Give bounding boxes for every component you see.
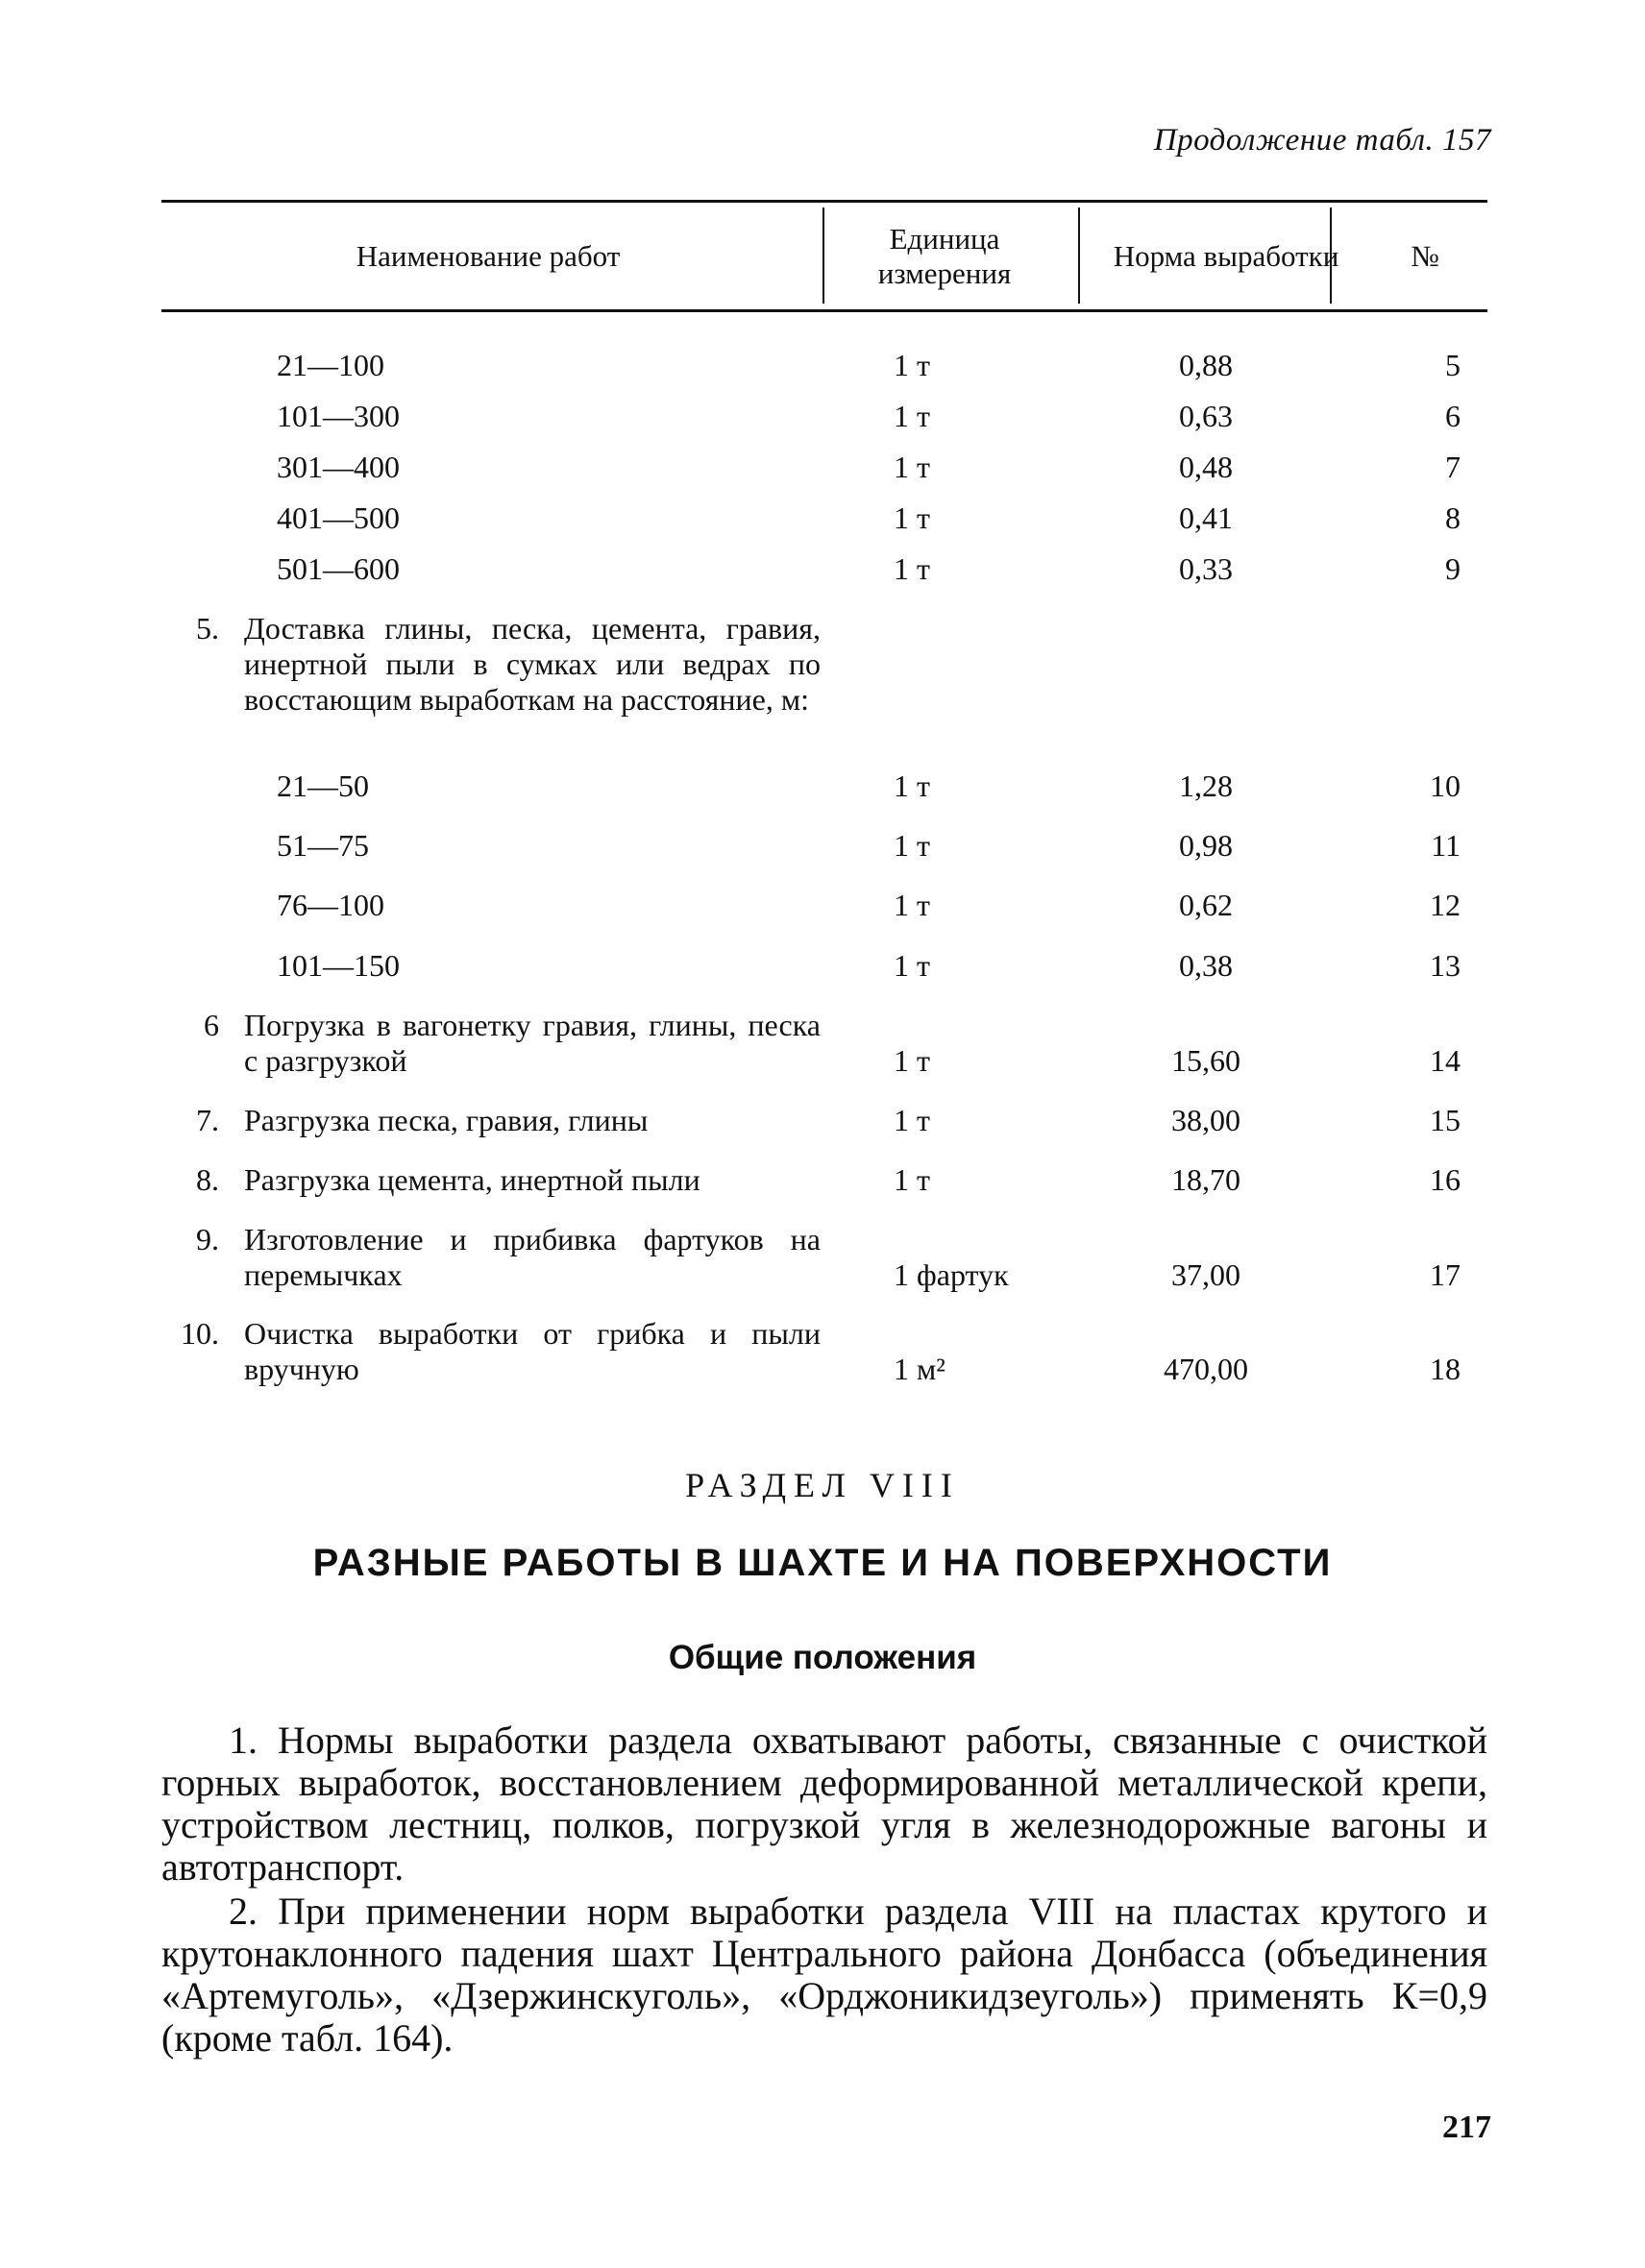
number-cell: 16 bbox=[1430, 1162, 1461, 1197]
number-cell: 11 bbox=[1431, 828, 1461, 863]
norm-cell: 0,48 bbox=[1179, 450, 1233, 484]
norm-cell: 38,00 bbox=[1171, 1103, 1240, 1137]
norm-cell: 470,00 bbox=[1164, 1352, 1248, 1386]
item-number: 7. bbox=[196, 1103, 219, 1137]
unit-cell: 1 т bbox=[894, 1103, 930, 1137]
number-cell: 5 bbox=[1445, 348, 1461, 382]
work-name: Изготовление и прибивка фартуков на перемычках bbox=[244, 1222, 821, 1292]
unit-cell: 1 т bbox=[894, 768, 930, 803]
table-top-rule bbox=[161, 200, 1487, 203]
header-name: Наименование работ bbox=[356, 239, 621, 273]
distance-range: 76—100 bbox=[277, 888, 384, 922]
distance-range: 101—300 bbox=[277, 399, 400, 433]
item-number: 8. bbox=[196, 1162, 219, 1197]
number-cell: 18 bbox=[1430, 1352, 1461, 1386]
unit-cell: 1 т bbox=[894, 1162, 930, 1197]
header-divider bbox=[1078, 207, 1080, 304]
paragraph: 2. При применении норм выработки раздела VIII на пластах крутого и крутонаклонного падения шахт Центрального района Донбасса (объединения «Артемуголь», «Дзержинскуголь», «Орджоникидзеуголь») применять К=0,9 (кроме табл. 164). bbox=[161, 1890, 1487, 2060]
work-name: Очистка выработки от грибка и пыли вручную bbox=[244, 1316, 821, 1386]
norm-cell: 0,33 bbox=[1179, 551, 1233, 586]
distance-range: 101—150 bbox=[277, 948, 400, 983]
section-label: РАЗДЕЛ VIII bbox=[685, 1466, 960, 1504]
distance-range: 401—500 bbox=[277, 500, 400, 535]
unit-cell: 1 т bbox=[894, 399, 930, 433]
distance-range: 21—50 bbox=[277, 768, 369, 803]
number-cell: 7 bbox=[1445, 450, 1461, 484]
distance-range: 51—75 bbox=[277, 828, 369, 863]
table-continuation-caption: Продолжение табл. 157 bbox=[1153, 123, 1491, 158]
norm-cell: 0,98 bbox=[1179, 828, 1233, 863]
unit-cell: 1 т bbox=[894, 888, 930, 922]
item-number: 9. bbox=[196, 1222, 219, 1256]
number-cell: 13 bbox=[1430, 948, 1461, 983]
number-cell: 12 bbox=[1430, 888, 1461, 922]
unit-cell: 1 т bbox=[894, 948, 930, 983]
table-header bbox=[161, 204, 1487, 309]
header-divider bbox=[1330, 207, 1332, 304]
norm-cell: 0,88 bbox=[1179, 348, 1233, 382]
norm-cell: 37,00 bbox=[1171, 1257, 1240, 1292]
unit-cell: 1 фартук bbox=[894, 1257, 1009, 1292]
norm-cell: 0,62 bbox=[1179, 888, 1233, 922]
norm-cell: 0,63 bbox=[1179, 399, 1233, 433]
norm-cell: 15,60 bbox=[1171, 1043, 1240, 1078]
item-number: 10. bbox=[181, 1316, 219, 1351]
header-norm: Норма выработки bbox=[1113, 239, 1339, 273]
number-cell: 8 bbox=[1445, 500, 1461, 535]
number-cell: 9 bbox=[1445, 551, 1461, 586]
table-header-rule bbox=[161, 309, 1487, 312]
norm-cell: 0,38 bbox=[1179, 948, 1233, 983]
page-number: 217 bbox=[1442, 2109, 1491, 2145]
norm-cell: 0,41 bbox=[1179, 500, 1233, 535]
item-number: 6 bbox=[204, 1008, 219, 1042]
section-subtitle: Общие положения bbox=[668, 1639, 977, 1676]
distance-range: 501—600 bbox=[277, 551, 400, 586]
norm-cell: 18,70 bbox=[1171, 1162, 1240, 1197]
number-cell: 6 bbox=[1445, 399, 1461, 433]
work-name: Погрузка в вагонетку гравия, глины, песка с разгрузкой bbox=[244, 1008, 821, 1078]
unit-cell: 1 т bbox=[894, 348, 930, 382]
section-title: РАЗНЫЕ РАБОТЫ В ШАХТЕ И НА ПОВЕРХНОСТИ bbox=[312, 1542, 1333, 1584]
unit-cell: 1 т bbox=[894, 450, 930, 484]
header-unit: Единица измерения bbox=[877, 222, 1012, 290]
unit-cell: 1 т bbox=[894, 1043, 930, 1078]
unit-cell: 1 м² bbox=[894, 1352, 945, 1386]
number-cell: 15 bbox=[1430, 1103, 1461, 1137]
number-cell: 14 bbox=[1430, 1043, 1461, 1078]
work-name: Разгрузка цемента, инертной пыли bbox=[244, 1162, 700, 1197]
distance-range: 301—400 bbox=[277, 450, 400, 484]
number-cell: 10 bbox=[1430, 768, 1461, 803]
unit-cell: 1 т bbox=[894, 828, 930, 863]
distance-range: 21—100 bbox=[277, 348, 384, 382]
unit-cell: 1 т bbox=[894, 551, 930, 586]
header-no: № bbox=[1411, 239, 1439, 273]
work-name: Доставка глины, песка, цемента, гравия, инертной пыли в сумках или ведрах по восстающим выработкам на расстояние, м: bbox=[244, 611, 821, 717]
work-name: Разгрузка песка, гравия, глины bbox=[244, 1103, 649, 1137]
number-cell: 17 bbox=[1430, 1257, 1461, 1292]
header-divider bbox=[822, 207, 824, 304]
item-number: 5. bbox=[196, 611, 219, 646]
norm-cell: 1,28 bbox=[1179, 768, 1233, 803]
paragraph: 1. Нормы выработки раздела охватывают работы, связанные с очисткой горных выработок, восстановлением деформированной металлической крепи, устройством лестниц, полков, погрузкой угля в железнодорожные вагоны и автотранспорт. bbox=[161, 1719, 1487, 1889]
unit-cell: 1 т bbox=[894, 500, 930, 535]
